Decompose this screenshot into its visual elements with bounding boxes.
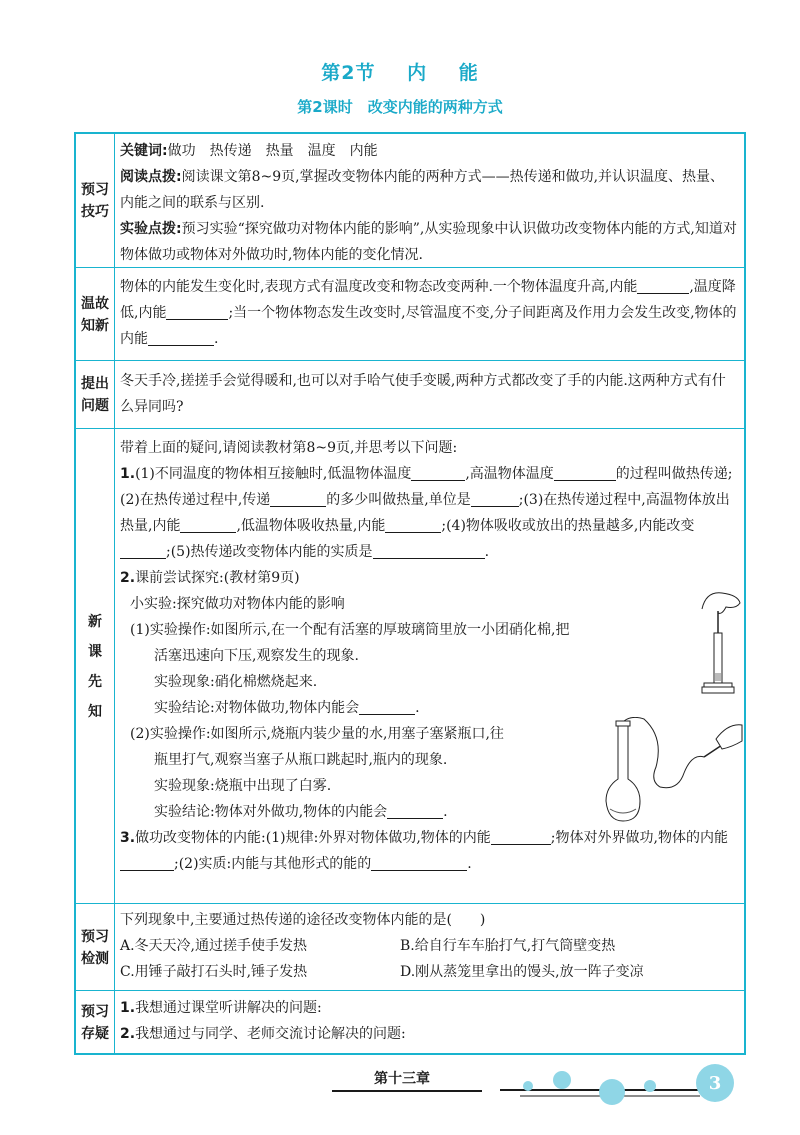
q1-part: 的多少叫做热量,单位是 xyxy=(326,492,471,508)
blank xyxy=(385,518,441,533)
review-text-3: ;当一个物体物态发生改变时,尽管温度不变,分子间距离及作用力会发生改变,物体的内能 xyxy=(120,305,737,347)
question-1 xyxy=(120,461,738,565)
blank xyxy=(554,466,616,481)
doubt-1-number: 1. xyxy=(120,1000,136,1016)
label-preview-tips xyxy=(76,134,115,267)
flask-pump-figure xyxy=(604,717,744,827)
blank xyxy=(359,700,415,715)
blank xyxy=(387,804,443,819)
footer-rule xyxy=(332,1090,482,1092)
option-c: C.用锤子敲打石头时,锤子发热 xyxy=(120,964,308,980)
blank xyxy=(373,544,485,559)
title-part-2: 内 xyxy=(407,62,428,84)
experiment-2-phenomenon: 实验现象:烧瓶中出现了白雾. xyxy=(154,778,332,794)
decorative-bubbles xyxy=(500,1062,700,1112)
label-new-knowledge xyxy=(76,429,115,904)
q2-experiment-title: 小实验:探究做功对物体内能的影响 xyxy=(130,596,345,612)
q2-number: 2. xyxy=(120,570,136,586)
study-table xyxy=(74,132,746,1055)
review-text-2: ,温度降低,内能 xyxy=(120,279,736,321)
blank xyxy=(471,492,519,507)
reading-label: 阅读点拨: xyxy=(120,169,182,185)
label-text: 预习技巧 xyxy=(81,181,109,220)
experiment-text: 预习实验“探究做功对物体内能的影响”,从实验现象中认识做功改变物体内能的方式,知道对物体做功或物体对外做功时,物体内能的变化情况. xyxy=(120,221,737,263)
q1-part: . xyxy=(484,544,490,560)
row-review xyxy=(76,267,744,361)
page-number-badge xyxy=(696,1064,734,1102)
review-content xyxy=(120,274,738,352)
row-doubt xyxy=(76,990,744,1054)
title-part-1: 第2节 xyxy=(321,62,376,84)
q3-part: . xyxy=(467,856,472,872)
label-check xyxy=(76,904,115,991)
preview-tips-content xyxy=(120,138,738,268)
q3-part: ;(2)实质:内能与其他形式的能的 xyxy=(174,856,372,872)
blank xyxy=(371,856,467,871)
check-content xyxy=(120,907,738,985)
reading-text: 阅读课文第8~9页,掌握改变物体内能的两种方式——热传递和做功,并认识温度、热量、内能之间的联系与区别. xyxy=(120,169,725,211)
question-3 xyxy=(120,825,738,877)
experiment-1-phenomenon: 实验现象:硝化棉燃烧起来. xyxy=(154,674,318,690)
review-text-4: . xyxy=(214,331,219,347)
q2-title: 课前尝试探究:(教材第9页) xyxy=(135,570,300,586)
label-text: 新课先知 xyxy=(88,613,102,720)
q3-part: ;物体对外界做功,物体的内能 xyxy=(550,830,728,846)
row-check xyxy=(76,903,744,991)
conclusion-text: 实验结论:对物体做功,物体内能会 xyxy=(154,700,360,716)
experiment-1-operation: (1)实验操作:如图所示,在一个配有活塞的厚玻璃筒里放一小团硝化棉,把 xyxy=(130,622,570,638)
row-preview-tips xyxy=(76,134,744,267)
review-text-1: 物体的内能发生变化时,表现方式有温度改变和物态改变两种.一个物体温度升高,内能 xyxy=(120,279,638,295)
new-intro: 带着上面的疑问,请阅读教材第8~9页,并思考以下问题: xyxy=(120,440,458,456)
conclusion-text: 实验结论:物体对外做功,物体的内能会 xyxy=(154,804,388,820)
blank xyxy=(166,305,228,320)
q1-part: (1)不同温度的物体相互接触时,低温物体温度 xyxy=(135,466,412,482)
label-review xyxy=(76,268,115,361)
title-part-3: 能 xyxy=(458,62,479,84)
blank xyxy=(411,466,465,481)
q3-number: 3. xyxy=(120,830,136,846)
row-new-knowledge xyxy=(76,428,744,904)
q1-part: ;(3)在热传递过程中,高温物体放出热量,内能 xyxy=(120,492,730,534)
question-text: 冬天手冷,搓搓手会觉得暖和,也可以对手哈气使手变暖,两种方式都改变了手的内能.这两种方式有什么异同吗? xyxy=(120,373,726,415)
label-text: 提出问题 xyxy=(81,376,109,414)
doubt-content xyxy=(120,995,738,1047)
row-question xyxy=(76,360,744,429)
label-text: 预习检测 xyxy=(81,928,109,967)
doubt-2-number: 2. xyxy=(120,1026,136,1042)
question-content xyxy=(120,368,738,420)
doubt-2-text: 我想通过与同学、老师交流讨论解决的问题: xyxy=(135,1026,406,1042)
doubt-1-text: 我想通过课堂听讲解决的问题: xyxy=(135,1000,322,1016)
blank xyxy=(491,830,551,845)
chapter-label: 第十三章 xyxy=(374,1071,430,1087)
q1-part: ,高温物体温度 xyxy=(465,466,554,482)
blank xyxy=(270,492,326,507)
experiment-label: 实验点拨: xyxy=(120,221,182,237)
blank xyxy=(637,279,689,294)
keywords-text: 做功 热传递 热量 温度 内能 xyxy=(167,143,378,159)
blank xyxy=(180,518,236,533)
piston-cylinder-figure xyxy=(696,589,744,701)
check-question: 下列现象中,主要通过热传递的途径改变物体内能的是( ) xyxy=(120,912,486,928)
label-text: 预习存疑 xyxy=(81,1003,109,1042)
conclusion-end: . xyxy=(443,804,448,820)
label-text: 温故知新 xyxy=(81,295,109,334)
keywords-label: 关键词: xyxy=(120,143,168,159)
q1-part: ;(5)热传递改变物体内能的实质是 xyxy=(166,544,373,560)
q3-part: 做功改变物体的内能:(1)规律:外界对物体做功,物体的内能 xyxy=(135,830,491,846)
conclusion-end: . xyxy=(415,700,420,716)
page-footer xyxy=(0,1058,800,1118)
check-options xyxy=(120,933,738,985)
label-question xyxy=(76,361,115,429)
blank xyxy=(148,331,214,346)
q1-part: ,低温物体吸收热量,内能 xyxy=(236,518,386,534)
question-2 xyxy=(120,565,738,591)
experiment-2-operation: (2)实验操作:如图所示,烧瓶内装少量的水,用塞子塞紧瓶口,往 xyxy=(130,726,504,742)
label-doubt xyxy=(76,991,115,1054)
lesson-subtitle: 第2课时 改变内能的两种方式 xyxy=(297,98,503,116)
option-b: B.给自行车车胎打气,打气筒壁变热 xyxy=(400,938,616,954)
experiment-1-operation-cont: 活塞迅速向下压,观察发生的现象. xyxy=(154,648,359,664)
experiment-2-operation-cont: 瓶里打气,观察当塞子从瓶口跳起时,瓶内的现象. xyxy=(154,752,448,768)
blank xyxy=(120,856,174,871)
option-a: A.冬天天冷,通过搓手使手发热 xyxy=(120,938,308,954)
q1-number: 1. xyxy=(120,466,136,482)
section-title xyxy=(0,58,800,85)
blank xyxy=(120,544,166,559)
q1-part: 的过程叫做热传递;(2)在热传递过程中,传递 xyxy=(120,466,733,508)
q1-part: ;(4)物体吸收或放出的热量越多,内能改变 xyxy=(441,518,695,534)
option-d: D.刚从蒸笼里拿出的馒头,放一阵子变凉 xyxy=(400,964,644,980)
page-number: 3 xyxy=(708,1072,722,1094)
